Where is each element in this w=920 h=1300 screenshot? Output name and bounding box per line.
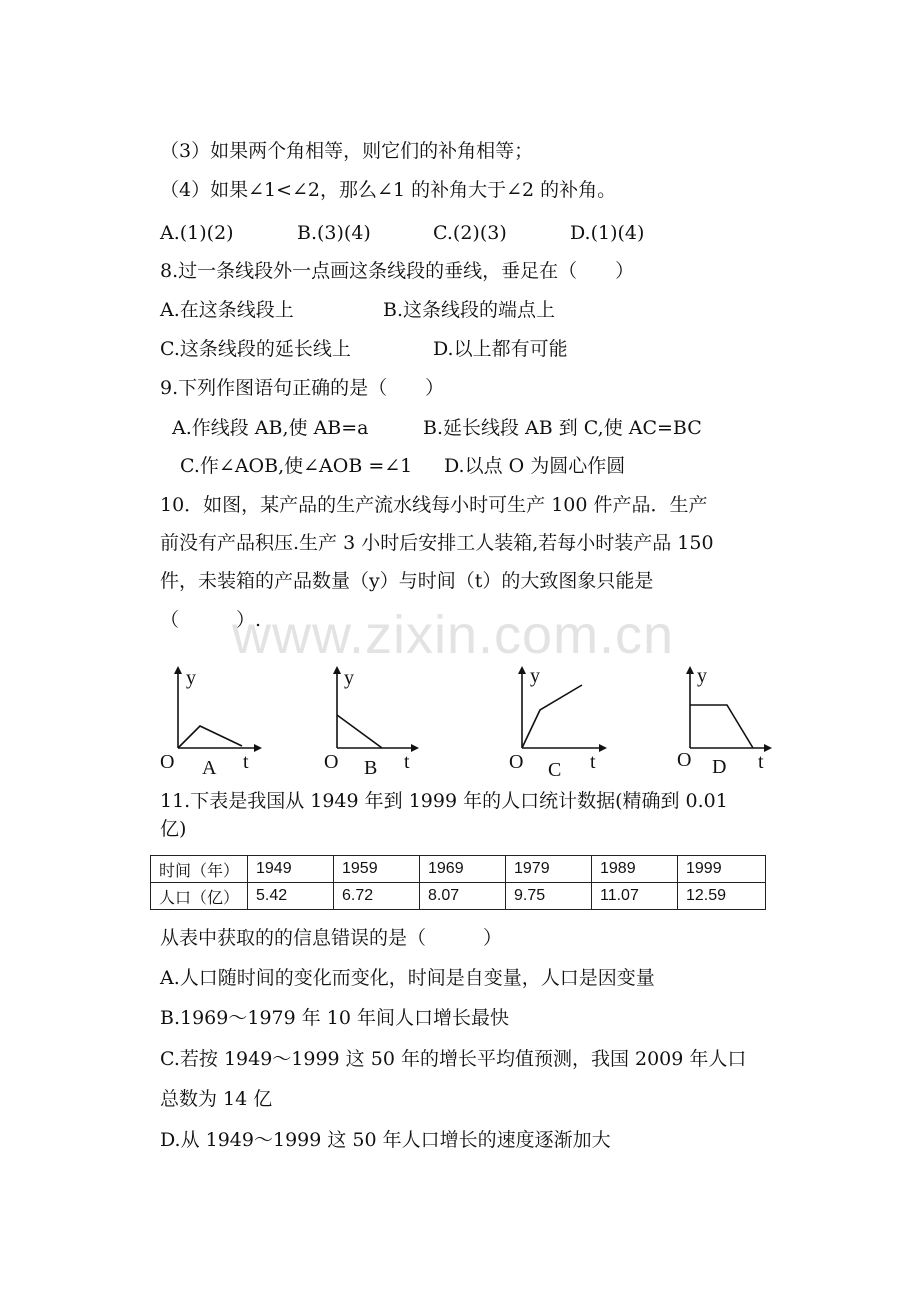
table-cell: 5.42: [248, 883, 334, 910]
table-row: [151, 883, 766, 910]
q11-option-b: B.1969～1979 年 10 年间人口增长最快: [160, 1007, 510, 1029]
q9-question: 9.下列作图语句正确的是（ ）: [160, 377, 445, 399]
graph-b-origin: O: [324, 751, 339, 773]
table-row: [151, 856, 766, 883]
graph-a: [150, 660, 280, 784]
q8-option-d: D.以上都有可能: [433, 338, 568, 360]
table-cell: 1979: [506, 856, 592, 883]
q8-option-b: B.这条线段的端点上: [383, 299, 556, 321]
graph-d: [665, 660, 795, 784]
q10-line-4: （ ）.: [160, 609, 262, 631]
table-cell: 9.75: [506, 883, 592, 910]
graph-c-y-label: y: [530, 665, 540, 687]
q8-option-a: A.在这条线段上: [160, 299, 294, 321]
table-header-year: 时间（年）: [151, 856, 248, 883]
q11-ask: 从表中获取的的信息错误的是（ ）: [160, 927, 503, 949]
table-cell: 1989: [592, 856, 678, 883]
watermark: www.zixin.com.cn: [232, 605, 675, 665]
graph-a-origin: O: [160, 751, 175, 773]
graph-b-t-label: t: [404, 751, 410, 773]
q9-option-d: D.以点 O 为圆心作圆: [444, 455, 626, 477]
table-cell: 1949: [248, 856, 334, 883]
population-table: [150, 855, 766, 910]
q7-option-d: D.(1)(4): [570, 222, 645, 244]
q10-line-3: 件，未装箱的产品数量（y）与时间（t）的大致图象只能是: [160, 570, 654, 592]
q10-line-1: 10．如图，某产品的生产流水线每小时可生产 100 件产品．生产: [160, 494, 708, 516]
q11-option-a: A.人口随时间的变化而变化，时间是自变量，人口是因变量: [160, 967, 655, 989]
graph-c-t-label: t: [590, 751, 596, 773]
q7-statement-4: （4）如果∠1<∠2，那么∠1 的补角大于∠2 的补角。: [160, 179, 617, 201]
graph-b: [312, 660, 442, 784]
graph-a-t-label: t: [243, 751, 249, 773]
q7-statement-3: （3）如果两个角相等，则它们的补角相等；: [160, 140, 534, 162]
q8-option-c: C.这条线段的延长线上: [160, 338, 351, 360]
table-cell: 1999: [678, 856, 766, 883]
q11-option-c-line-1: C.若按 1949～1999 这 50 年的增长平均值预测，我国 2009 年人口: [160, 1048, 747, 1070]
table-header-population: 人口（亿）: [151, 883, 248, 910]
graph-c: [500, 660, 630, 784]
q7-option-a: A.(1)(2): [160, 222, 234, 244]
graph-d-origin: O: [677, 749, 692, 771]
q9-option-b: B.延长线段 AB 到 C,使 AC=BC: [423, 417, 702, 439]
q11-option-c-line-2: 总数为 14 亿: [160, 1088, 273, 1110]
q7-option-b: B.(3)(4): [297, 222, 371, 244]
q11-line-2: 亿): [160, 818, 187, 840]
q10-line-2: 前没有产品积压.生产 3 小时后安排工人装箱,若每小时装产品 150: [160, 532, 714, 554]
q9-option-a: A.作线段 AB,使 AB=a: [172, 417, 369, 439]
q7-option-c: C.(2)(3): [433, 222, 507, 244]
q8-question: 8.过一条线段外一点画这条线段的垂线，垂足在（ ）: [160, 260, 635, 282]
table-cell: 6.72: [334, 883, 420, 910]
graph-d-t-label: t: [758, 751, 764, 773]
graph-b-y-label: y: [344, 667, 354, 689]
table-cell: 8.07: [420, 883, 506, 910]
graph-b-letter: B: [364, 757, 378, 779]
graph-d-y-label: y: [697, 665, 707, 687]
table-cell: 1959: [334, 856, 420, 883]
q11-line-1: 11.下表是我国从 1949 年到 1999 年的人口统计数据(精确到 0.01: [160, 790, 728, 812]
graph-a-letter: A: [202, 757, 217, 779]
graph-a-y-label: y: [186, 667, 196, 689]
graph-c-origin: O: [509, 751, 524, 773]
graph-d-letter: D: [712, 756, 727, 778]
table-cell: 1969: [420, 856, 506, 883]
graph-c-letter: C: [548, 759, 562, 781]
table-cell: 12.59: [678, 883, 766, 910]
table-cell: 11.07: [592, 883, 678, 910]
q9-option-c: C.作∠AOB,使∠AOB =∠1: [180, 455, 413, 477]
q11-option-d: D.从 1949～1999 这 50 年人口增长的速度逐渐加大: [160, 1129, 611, 1151]
